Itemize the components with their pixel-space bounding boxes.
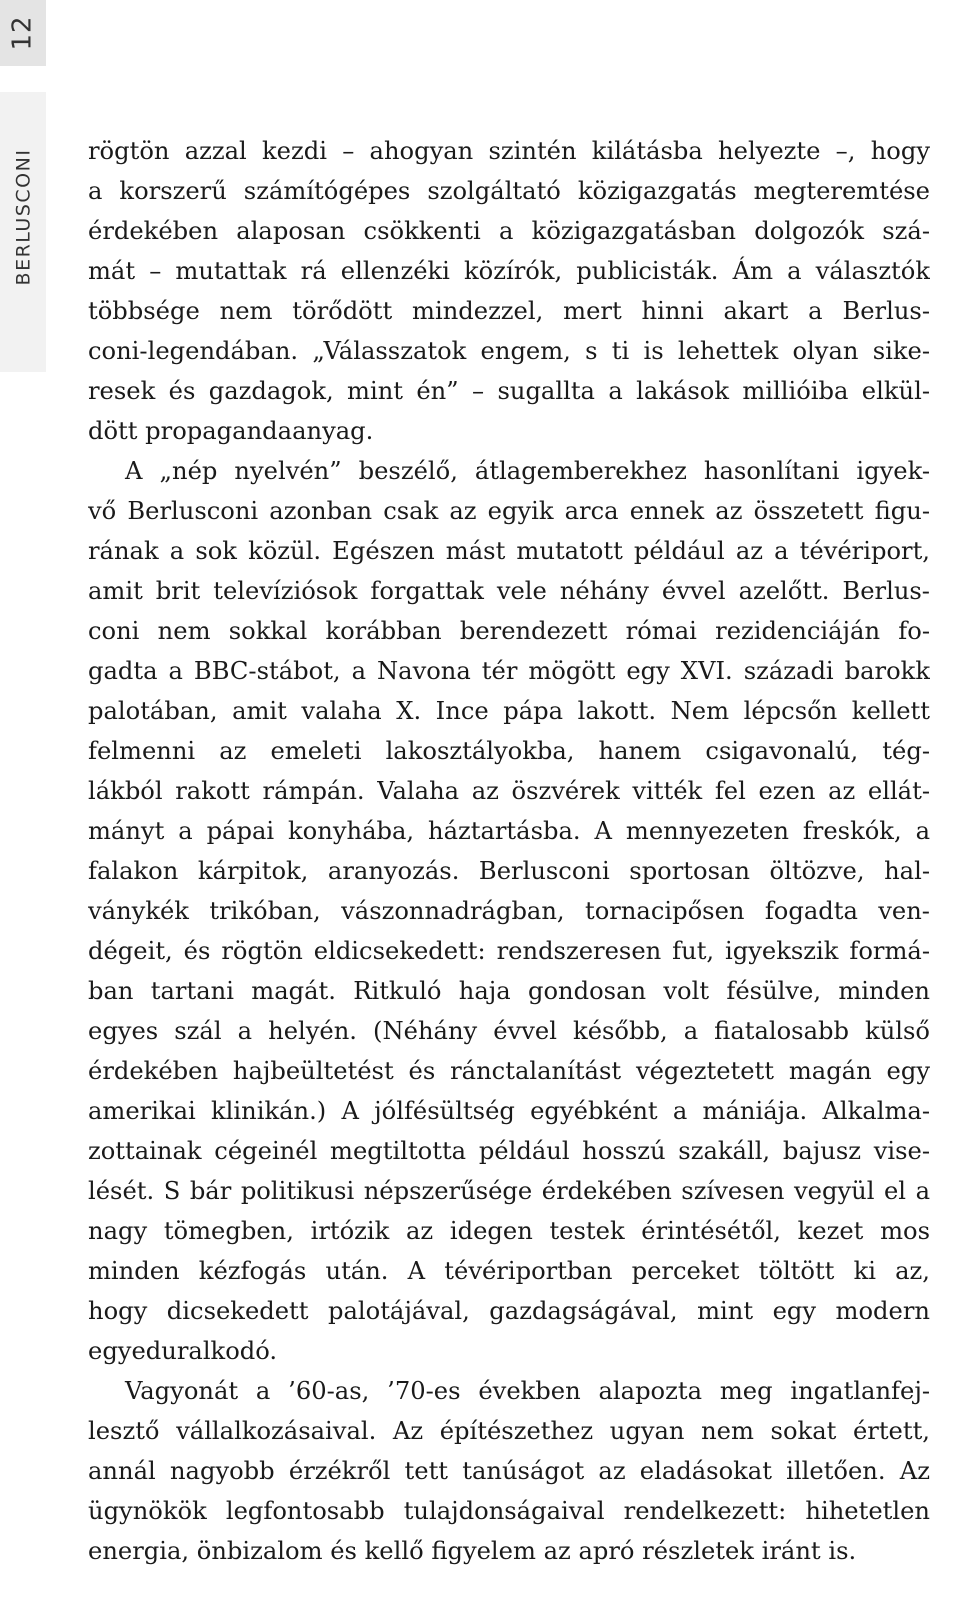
text-line: ványkék trikóban, vászonnadrágban, tornacipősen fogadta ven- [88,897,930,925]
text-line: többsége nem törődött mindezzel, mert hinni akart a Berlus- [88,297,930,325]
paragraph [88,451,930,1371]
text-line: coni nem sokkal korábban berendezett római rezidenciáján fo- [88,617,930,645]
body-text [88,131,930,1571]
text-line: minden kézfogás után. A tévériportban perceket töltött ki az, [88,1257,930,1285]
text-line: A „nép nyelvén” beszélő, átlagemberekhez hasonlítani igyek- [125,457,930,485]
text-line: lését. S bár politikusi népszerűsége érdekében szívesen vegyül el a [88,1177,930,1205]
text-line: a korszerű számítógépes szolgáltató közigazgatás megteremtése [88,177,930,205]
text-line: zottainak cégeinél megtiltotta például hosszú szakáll, bajusz vise- [88,1137,930,1165]
text-line: palotában, amit valaha X. Ince pápa lakott. Nem lépcsőn kellett [88,697,930,725]
text-line: gadta a BBC-stábot, a Navona tér mögött egy XVI. századi barokk [88,657,930,685]
text-line: amerikai klinikán.) A jólfésültség egyébként a mániája. Alkalma- [88,1097,930,1125]
text-line: energia, önbizalom és kellő figyelem az apró részletek iránt is. [88,1537,857,1565]
running-head-text: BERLUSCONI [12,148,35,286]
text-line: lákból rakott rámpán. Valaha az öszvérek vitték fel ezen az ellát- [88,777,930,805]
text-line: ban tartani magát. Ritkuló haja gondosan volt fésülve, minden [88,977,930,1005]
text-line: hogy dicsekedett palotájával, gazdagságával, mint egy modern [88,1297,930,1325]
text-line: annál nagyobb érzékről tett tanúságot az eladásokat illetően. Az [88,1457,930,1485]
text-line: egyeduralkodó. [88,1337,278,1365]
text-line: dött propagandaanyag. [88,417,374,445]
text-line: Vagyonát a ’60-as, ’70-es években alapozta meg ingatlanfej- [125,1377,930,1405]
text-line: nagy tömegben, irtózik az idegen testek érintésétől, kezet mos [88,1217,930,1245]
text-line: lesztő vállalkozásaival. Az építészethez ugyan nem sokat értett, [88,1417,930,1445]
paragraph [88,131,930,451]
text-line: ügynökök legfontosabb tulajdonságaival rendelkezett: hihetetlen [88,1497,930,1525]
paragraph [88,1371,930,1571]
text-line: mát – mutattak rá ellenzéki közírók, publicisták. Ám a választók [88,257,930,285]
text-line: mányt a pápai konyhába, háztartásba. A mennyezeten freskók, a [88,817,930,845]
text-line: vő Berlusconi azonban csak az egyik arca ennek az összetett figu- [88,497,930,525]
page-number: 12 [8,15,38,51]
text-line: érdekében alaposan csökkenti a közigazgatásban dolgozók szá- [88,217,930,245]
text-line: egyes szál a helyén. (Néhány évvel később, a fiatalosabb külső [88,1017,930,1045]
page-number-tab [0,0,46,66]
text-line: resek és gazdagok, mint én” – sugallta a lakások millióiba elkül- [88,377,930,405]
text-line: amit brit televíziósok forgattak vele néhány évvel azelőtt. Berlus- [88,577,930,605]
text-line: dégeit, és rögtön eldicsekedett: rendszeresen fut, igyekszik formá- [88,937,930,965]
text-line: érdekében hajbeültetést és ránctalanítást végeztetett magán egy [88,1057,930,1085]
text-line: felmenni az emeleti lakosztályokba, hanem csigavonalú, tég- [88,737,930,765]
text-line: rögtön azzal kezdi – ahogyan szintén kilátásba helyezte –, hogy [88,137,930,165]
text-line: rának a sok közül. Egészen mást mutatott például az a tévériport, [88,537,930,565]
running-head [9,142,37,292]
text-line: falakon kárpitok, aranyozás. Berlusconi sportosan öltözve, hal- [88,857,930,885]
text-line: coni-legendában. „Válasszatok engem, s ti is lehettek olyan sike- [88,337,930,365]
